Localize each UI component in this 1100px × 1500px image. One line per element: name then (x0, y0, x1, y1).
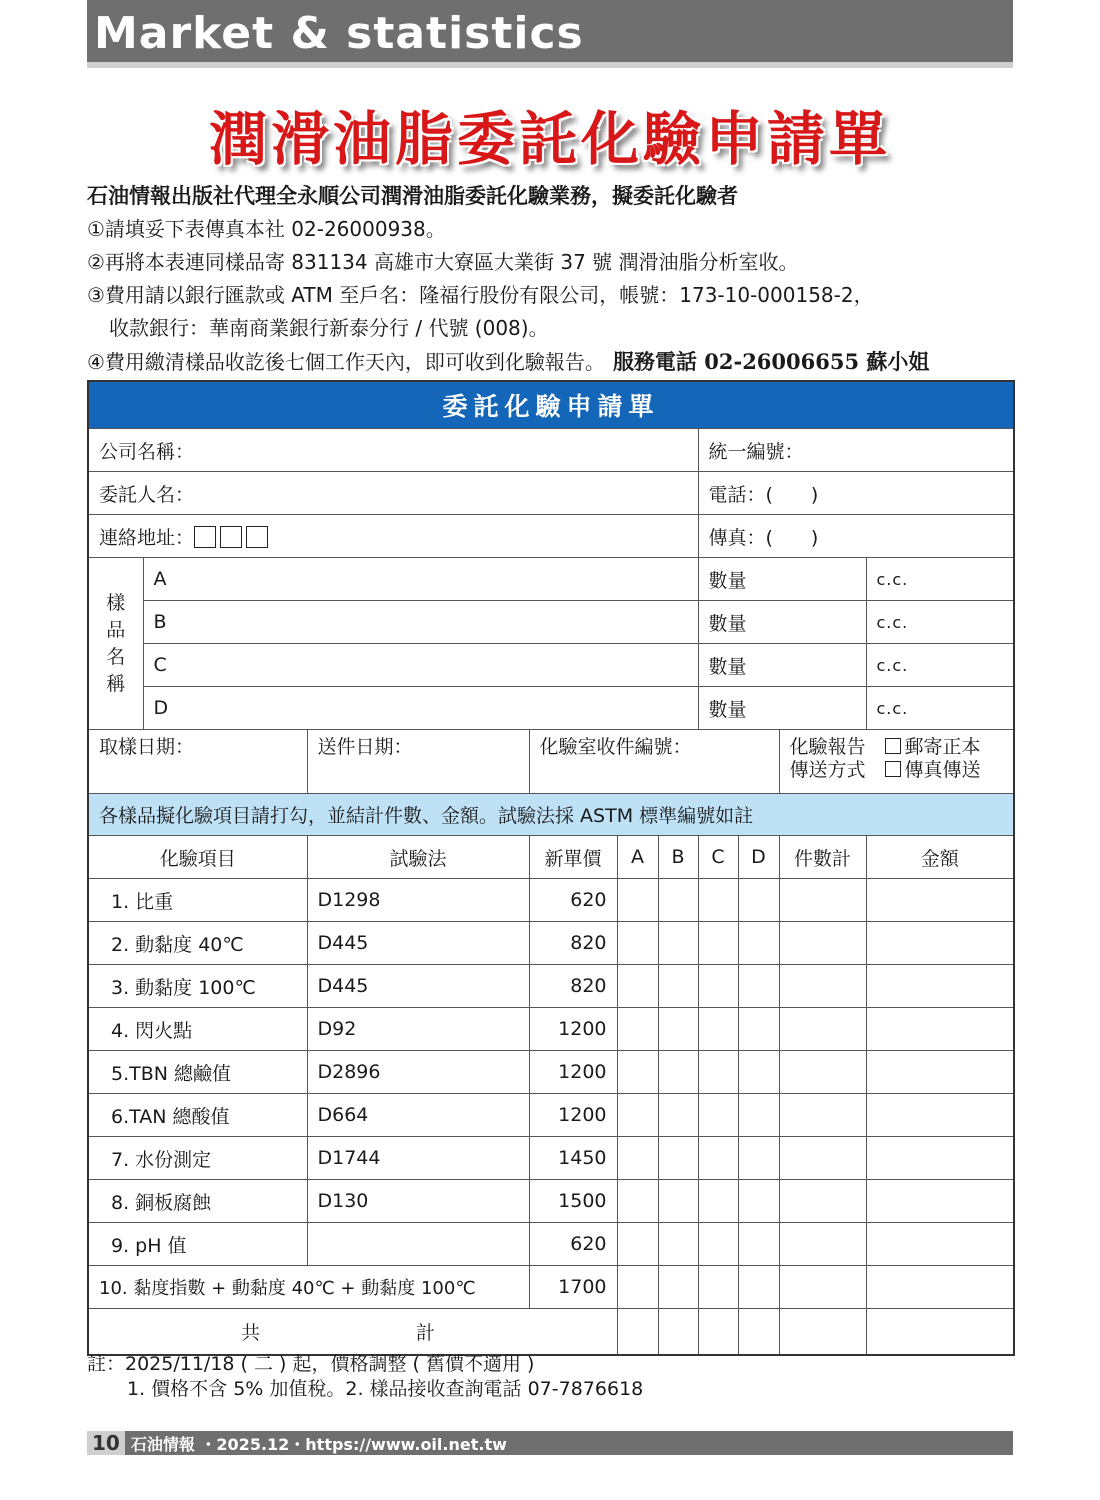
tax-id-field[interactable] (698, 429, 1014, 472)
company-name-label: 公司名稱： (99, 440, 195, 463)
table-row (88, 1137, 1014, 1180)
sampling-date-field[interactable] (88, 730, 307, 794)
check-a[interactable] (617, 1051, 658, 1094)
intro-step-2: ②再將本表連同樣品寄 831134 高雄市大寮區大業街 37 號 潤滑油脂分析室收。 (87, 250, 799, 274)
amount-cell[interactable] (866, 1051, 1014, 1094)
check-c[interactable] (698, 965, 738, 1008)
test-item: 7. 水份測定 (88, 1137, 307, 1180)
check-b[interactable] (658, 965, 698, 1008)
test-price: 1200 (529, 1008, 617, 1051)
lab-receipt-field[interactable] (529, 730, 779, 794)
check-b[interactable] (658, 1008, 698, 1051)
amount-cell[interactable] (866, 1180, 1014, 1223)
table-row (88, 1266, 1014, 1309)
phone-label: 電話：( ) (708, 483, 819, 506)
check-c[interactable] (698, 1051, 738, 1094)
count-cell[interactable] (779, 1008, 866, 1051)
col-header-price: 新單價 (529, 836, 617, 879)
sample-a-unit: c.c. (866, 558, 1014, 601)
count-cell[interactable] (779, 922, 866, 965)
col-header-method: 試驗法 (307, 836, 529, 879)
check-c[interactable] (698, 1137, 738, 1180)
test-price: 1700 (529, 1266, 617, 1309)
form-title: 委託化驗申請單 (88, 381, 1014, 429)
page-number: 10 (87, 1431, 125, 1455)
check-d[interactable] (738, 922, 779, 965)
test-price: 1200 (529, 1051, 617, 1094)
check-a[interactable] (617, 922, 658, 965)
count-cell[interactable] (779, 1051, 866, 1094)
table-row (88, 922, 1014, 965)
col-header-c: C (698, 836, 738, 879)
col-header-count: 件數計 (779, 836, 866, 879)
check-a[interactable] (617, 1137, 658, 1180)
test-method (307, 1223, 529, 1266)
footnote (87, 1352, 1013, 1402)
page-title: 潤滑油脂委託化驗申請單 (208, 105, 891, 173)
table-row (88, 1223, 1014, 1266)
check-d[interactable] (738, 1180, 779, 1223)
table-row (88, 1008, 1014, 1051)
client-name-field[interactable] (88, 472, 698, 515)
check-b[interactable] (658, 922, 698, 965)
check-a[interactable] (617, 1094, 658, 1137)
test-price: 620 (529, 879, 617, 922)
quantity-label: 數量 (708, 569, 747, 592)
check-c[interactable] (698, 879, 738, 922)
check-b[interactable] (658, 879, 698, 922)
check-a[interactable] (617, 965, 658, 1008)
check-d[interactable] (738, 1266, 779, 1309)
test-method: D92 (307, 1008, 529, 1051)
total-b[interactable] (658, 1309, 698, 1355)
company-name-field[interactable] (88, 429, 698, 472)
service-phone: 服務電話 02-26006655 蘇小姐 (612, 349, 930, 374)
zip-box-3[interactable] (246, 526, 268, 548)
zip-box-2[interactable] (220, 526, 242, 548)
count-cell[interactable] (779, 1180, 866, 1223)
total-label (88, 1309, 617, 1355)
check-a[interactable] (617, 1223, 658, 1266)
check-c[interactable] (698, 1266, 738, 1309)
table-row (88, 1051, 1014, 1094)
section-header-bar (87, 0, 1013, 62)
check-a[interactable] (617, 1266, 658, 1309)
test-item: 5.TBN 總鹼值 (88, 1051, 307, 1094)
check-b[interactable] (658, 1180, 698, 1223)
total-label-1: 共 (241, 1321, 261, 1344)
test-method: D2896 (307, 1051, 529, 1094)
report-delivery-method (779, 730, 1014, 794)
footnote-line-1: 註：2025/11/18 ( 二 ) 起，價格調整 ( 舊價不適用 ) (87, 1353, 535, 1375)
amount-cell[interactable] (866, 1094, 1014, 1137)
test-item: 2. 動黏度 40℃ (88, 922, 307, 965)
zip-box-1[interactable] (194, 526, 216, 548)
test-price: 620 (529, 1223, 617, 1266)
quantity-label: 數量 (708, 612, 747, 635)
test-price: 1200 (529, 1094, 617, 1137)
count-cell[interactable] (779, 965, 866, 1008)
table-row (88, 879, 1014, 922)
total-count[interactable] (779, 1309, 866, 1355)
test-item: 6.TAN 總酸值 (88, 1094, 307, 1137)
sample-d-quantity[interactable] (698, 687, 866, 730)
count-cell[interactable] (779, 879, 866, 922)
sample-a-label: A (153, 568, 167, 590)
check-b[interactable] (658, 1137, 698, 1180)
test-price: 1500 (529, 1180, 617, 1223)
mail-option-label: 郵寄正本 (904, 736, 981, 758)
sample-d-unit: c.c. (866, 687, 1014, 730)
table-row (88, 1180, 1014, 1223)
intro-step-1: ①請填妥下表傳真本社 02-26000938。 (87, 217, 446, 241)
delivery-date-label: 送件日期： (317, 736, 413, 758)
fax-label: 傳真：( ) (708, 526, 819, 549)
sample-c-unit: c.c. (866, 644, 1014, 687)
test-method: D445 (307, 965, 529, 1008)
check-b[interactable] (658, 1051, 698, 1094)
total-row (88, 1309, 1014, 1355)
amount-cell[interactable] (866, 879, 1014, 922)
phone-field[interactable] (698, 472, 1014, 515)
sample-b-unit: c.c. (866, 601, 1014, 644)
check-b[interactable] (658, 1223, 698, 1266)
amount-cell[interactable] (866, 1137, 1014, 1180)
total-label-2: 計 (416, 1321, 436, 1344)
col-header-item: 化驗項目 (88, 836, 307, 879)
check-d[interactable] (738, 965, 779, 1008)
count-cell[interactable] (779, 1094, 866, 1137)
sample-c-label: C (153, 654, 167, 676)
test-method: D130 (307, 1180, 529, 1223)
total-amount[interactable] (866, 1309, 1014, 1355)
intro-step-4: ④費用繳清樣品收訖後七個工作天內，即可收到化驗報告。 (87, 350, 605, 374)
test-item: 1. 比重 (88, 879, 307, 922)
section-title: Market & statistics (94, 8, 584, 59)
address-label: 連絡地址： (99, 526, 195, 549)
check-c[interactable] (698, 922, 738, 965)
sample-name-label (88, 558, 143, 730)
sample-d-label: D (153, 697, 169, 719)
col-header-a: A (617, 836, 658, 879)
test-item: 10. 黏度指數 + 動黏度 40℃ + 動黏度 100℃ (88, 1266, 529, 1309)
col-header-amount: 金額 (866, 836, 1014, 879)
check-d[interactable] (738, 879, 779, 922)
count-cell[interactable] (779, 1266, 866, 1309)
check-d[interactable] (738, 1094, 779, 1137)
table-row (88, 965, 1014, 1008)
sample-c-field[interactable] (143, 644, 698, 687)
quantity-label: 數量 (708, 698, 747, 721)
sample-b-field[interactable] (143, 601, 698, 644)
page-footer (87, 1431, 1013, 1455)
test-item: 9. pH 值 (88, 1223, 307, 1266)
count-cell[interactable] (779, 1137, 866, 1180)
check-c[interactable] (698, 1223, 738, 1266)
client-name-label: 委託人名： (99, 483, 195, 506)
instruction-banner: 各樣品擬化驗項目請打勾，並結計件數、金額。試驗法採 ASTM 標準編號如註 (88, 794, 1014, 836)
intro-step-4-line (87, 345, 1013, 379)
check-c[interactable] (698, 1008, 738, 1051)
address-field[interactable] (88, 515, 698, 558)
fax-field[interactable] (698, 515, 1014, 558)
intro-block (87, 180, 1013, 379)
fax-checkbox[interactable] (885, 761, 901, 777)
col-header-d: D (738, 836, 779, 879)
intro-step-3: ③費用請以銀行匯款或 ATM 至戶名：隆福行股份有限公司，帳號：173-10-000158-2， (87, 283, 874, 307)
intro-lead: 石油情報出版社代理全永順公司潤滑油脂委託化驗業務，擬委託化驗者 (87, 184, 738, 208)
sample-c-quantity[interactable] (698, 644, 866, 687)
test-method: D1298 (307, 879, 529, 922)
sample-a-field[interactable] (143, 558, 698, 601)
test-price: 820 (529, 922, 617, 965)
check-a[interactable] (617, 879, 658, 922)
check-d[interactable] (738, 1223, 779, 1266)
sample-a-quantity[interactable] (698, 558, 866, 601)
test-method: D445 (307, 922, 529, 965)
total-d[interactable] (738, 1309, 779, 1355)
amount-cell[interactable] (866, 1223, 1014, 1266)
check-d[interactable] (738, 1137, 779, 1180)
total-a[interactable] (617, 1309, 658, 1355)
test-method: D1744 (307, 1137, 529, 1180)
check-d[interactable] (738, 1008, 779, 1051)
report-label-1: 化驗報告 (789, 736, 866, 758)
sample-name-text: 樣品名稱 (106, 591, 126, 695)
check-c[interactable] (698, 1180, 738, 1223)
test-item: 3. 動黏度 100℃ (88, 965, 307, 1008)
fax-option-label: 傳真傳送 (904, 759, 981, 781)
test-item: 8. 銅板腐蝕 (88, 1180, 307, 1223)
total-c[interactable] (698, 1309, 738, 1355)
amount-cell[interactable] (866, 965, 1014, 1008)
test-price: 820 (529, 965, 617, 1008)
check-b[interactable] (658, 1266, 698, 1309)
check-a[interactable] (617, 1180, 658, 1223)
sample-b-quantity[interactable] (698, 601, 866, 644)
test-price: 1450 (529, 1137, 617, 1180)
table-row (88, 1094, 1014, 1137)
count-cell[interactable] (779, 1223, 866, 1266)
header-divider (87, 62, 1013, 68)
check-c[interactable] (698, 1094, 738, 1137)
amount-cell[interactable] (866, 922, 1014, 965)
delivery-date-field[interactable] (307, 730, 529, 794)
sample-b-label: B (153, 611, 167, 633)
amount-cell[interactable] (866, 1266, 1014, 1309)
test-method: D664 (307, 1094, 529, 1137)
mail-checkbox[interactable] (885, 738, 901, 754)
col-header-b: B (658, 836, 698, 879)
check-d[interactable] (738, 1051, 779, 1094)
report-label-2: 傳送方式 (789, 759, 866, 781)
lab-receipt-label: 化驗室收件編號： (539, 736, 692, 758)
quantity-label: 數量 (708, 655, 747, 678)
test-item: 4. 閃火點 (88, 1008, 307, 1051)
footnote-line-2: 1. 價格不含 5% 加值稅。2. 樣品接收查詢電話 07-7876618 (127, 1378, 644, 1400)
amount-cell[interactable] (866, 1008, 1014, 1051)
check-a[interactable] (617, 1008, 658, 1051)
sampling-date-label: 取樣日期： (99, 736, 195, 758)
intro-step-3-bank: 收款銀行：華南商業銀行新泰分行 / 代號 (008)。 (109, 316, 549, 340)
sample-d-field[interactable] (143, 687, 698, 730)
footer-text: 石油情報 ・2025.12・https://www.oil.net.tw (130, 1435, 507, 1454)
application-form (87, 380, 1015, 1356)
check-b[interactable] (658, 1094, 698, 1137)
tax-id-label: 統一編號： (708, 440, 804, 463)
